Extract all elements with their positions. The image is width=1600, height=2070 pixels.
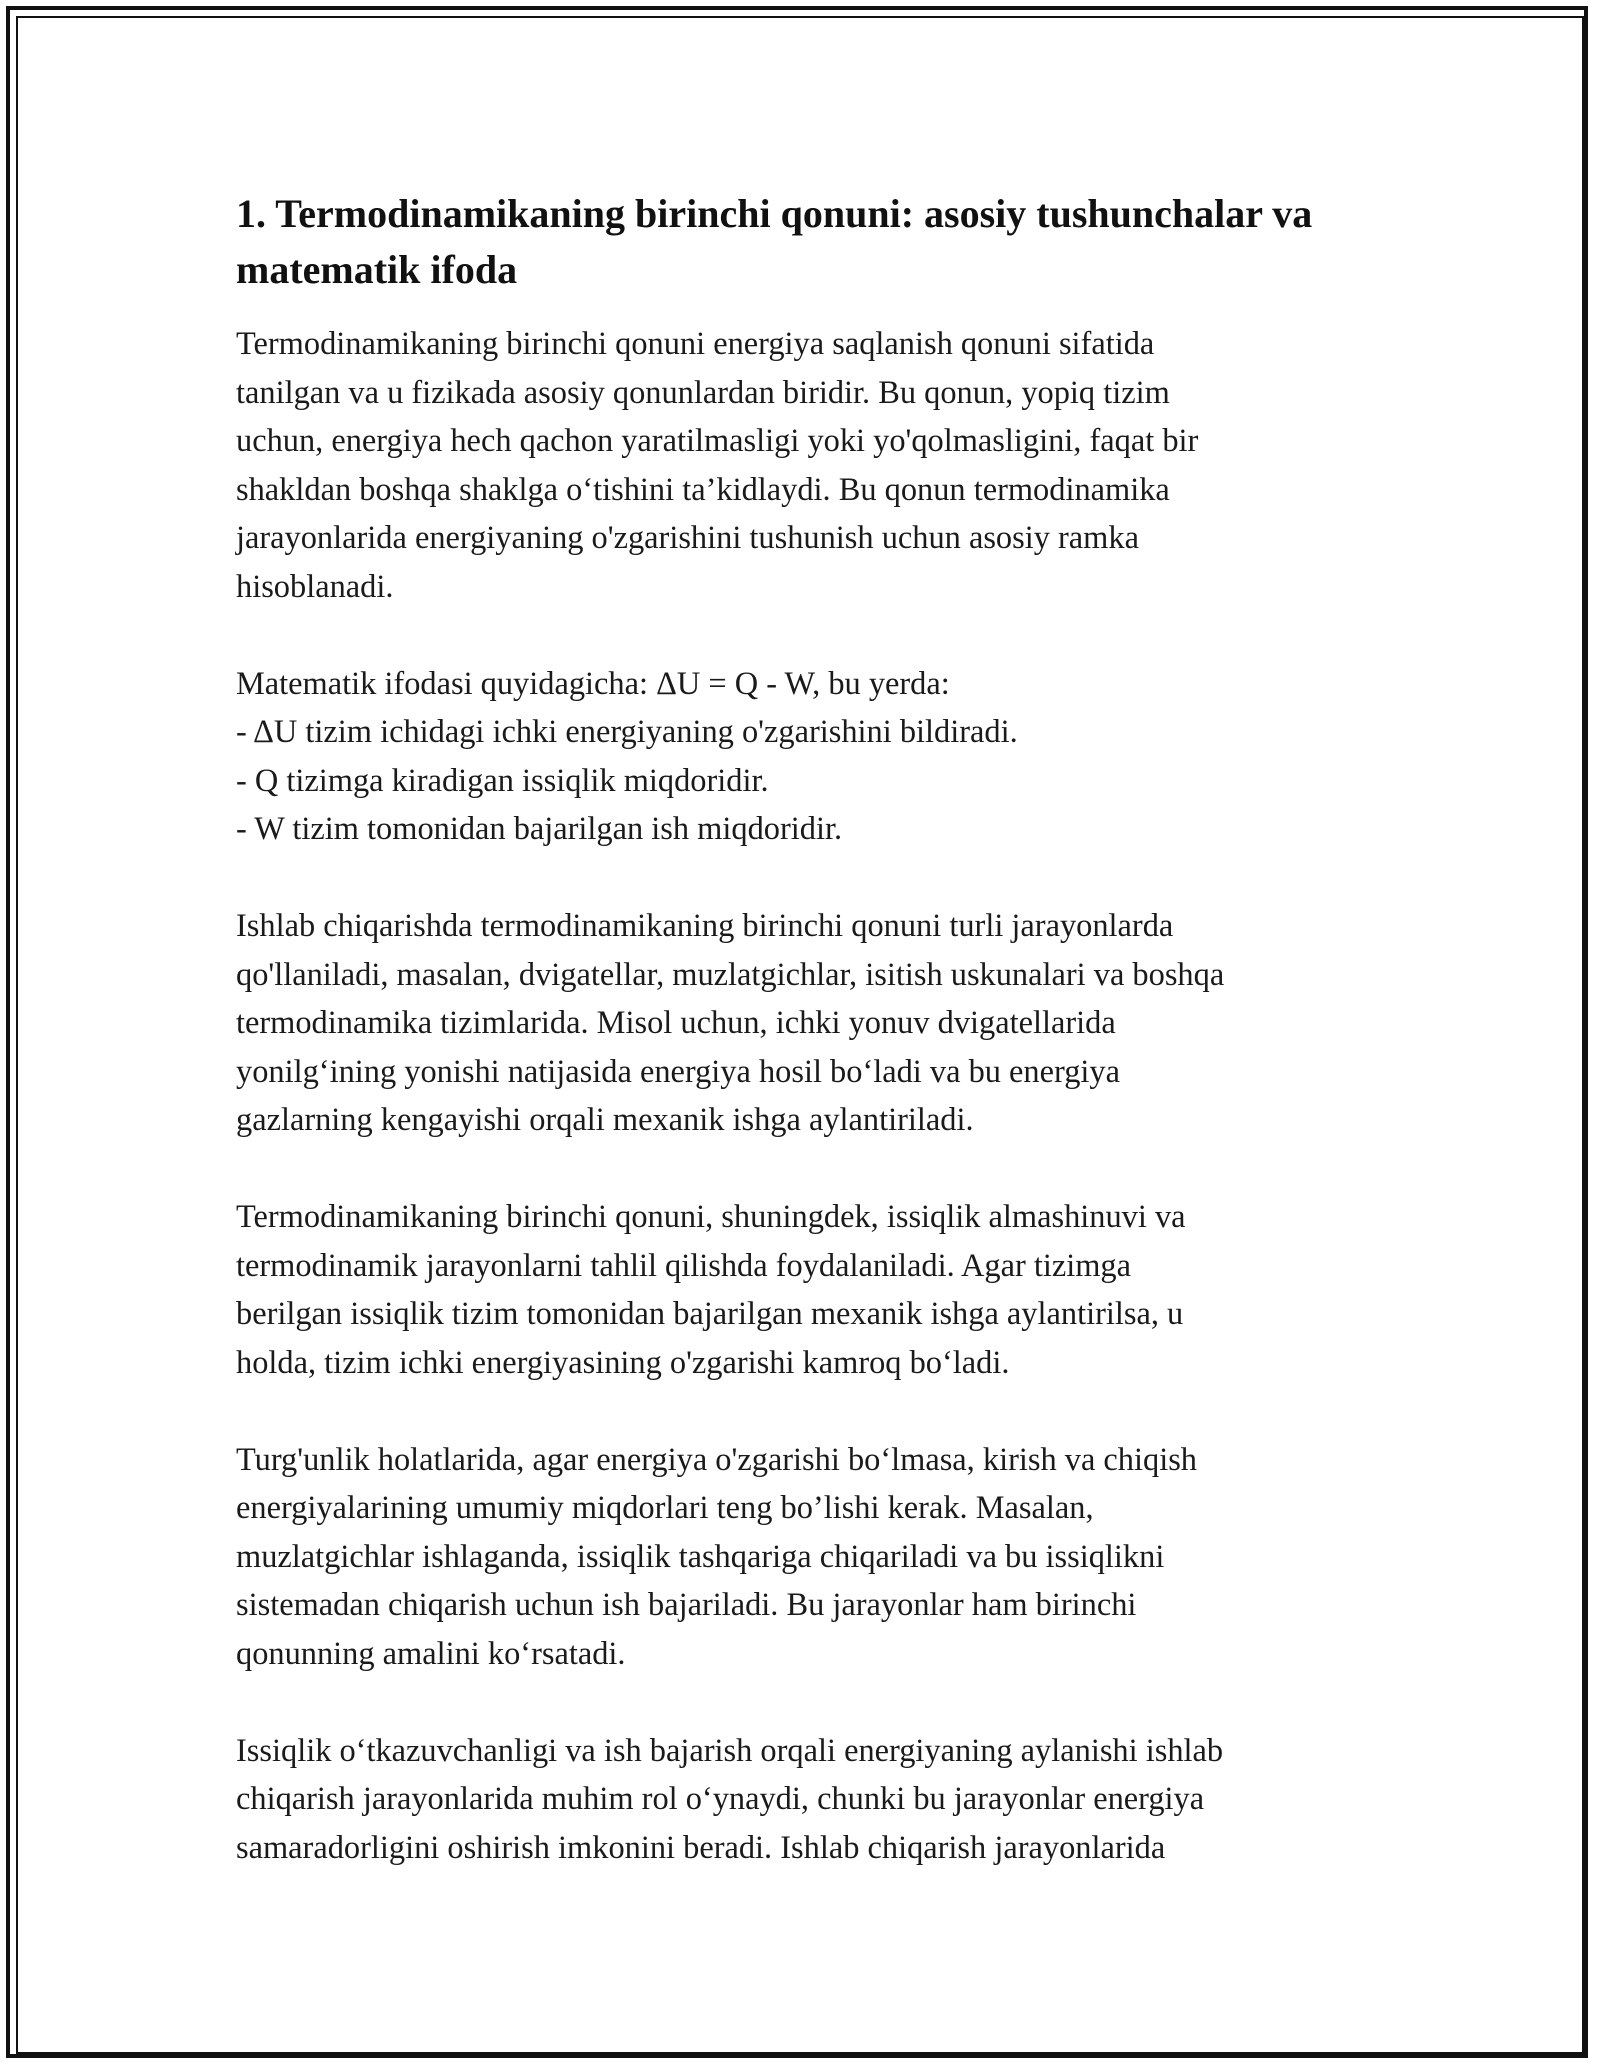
paragraph-line: tanilgan va u fizikada asosiy qonunlardan biridir. Bu qonun, yopiq tizim — [236, 374, 1170, 411]
document-body — [236, 320, 1376, 1872]
paragraph-line: qonunning amalini ko‘rsatadi. — [236, 1635, 626, 1672]
paragraph-line: chiqarish jarayonlarida muhim rol o‘ynaydi, chunki bu jarayonlar energiya — [236, 1781, 1205, 1817]
paragraph-line: samaradorligini oshirish imkonini beradi. Ishlab chiqarish jarayonlarida — [236, 1829, 1166, 1866]
paragraph — [236, 1436, 1376, 1679]
paragraph-line: - ΔU tizim ichidagi ichki energiyaning o'zgarishini bildiradi. — [236, 714, 1018, 750]
paragraph-line: - W tizim tomonidan bajarilgan ish miqdoridir. — [236, 811, 843, 847]
paragraph-line: termodinamik jarayonlarni tahlil qilishda foydalaniladi. Agar tizimga — [236, 1247, 1131, 1284]
paragraph — [236, 902, 1376, 1145]
paragraph-line: energiyalarining umumiy miqdorlari teng bo’lishi kerak. Masalan, — [236, 1490, 1094, 1526]
paragraph-line: muzlatgichlar ishlaganda, issiqlik tashqariga chiqariladi va bu issiqlikni — [236, 1538, 1165, 1575]
paragraph — [236, 660, 1376, 854]
paragraph-line: holda, tizim ichki energiyasining o'zgarishi kamroq bo‘ladi. — [236, 1344, 1010, 1381]
paragraph-line: jarayonlarida energiyaning o'zgarishini tushunish uchun asosiy ramka — [236, 520, 1139, 556]
paragraph-line: uchun, energiya hech qachon yaratilmasligi yoki yo'qolmasligini, faqat bir — [236, 423, 1199, 459]
document-page — [236, 186, 1376, 1921]
paragraph-line: Termodinamikaning birinchi qonuni energiya saqlanish qonuni sifatida — [236, 326, 1155, 362]
paragraph-line: Ishlab chiqarishda termodinamikaning birinchi qonuni turli jarayonlarda — [236, 908, 1174, 944]
paragraph — [236, 1193, 1376, 1387]
paragraph-line: Turg'unlik holatlarida, agar energiya o'zgarishi bo‘lmasa, kirish va chiqish — [236, 1441, 1197, 1478]
paragraph-line: hisoblanadi. — [236, 568, 394, 605]
paragraph-line: shakldan boshqa shaklga o‘tishini ta’kidlaydi. Bu qonun termodinamika — [236, 471, 1170, 508]
document-title: 1. Termodinamikaning birinchi qonuni: asosiy tushunchalar va matematik ifoda — [236, 191, 1313, 292]
paragraph-line: Matematik ifodasi quyidagicha: ΔU = Q - W, bu yerda: — [236, 665, 950, 702]
paragraph-line: qo'llaniladi, masalan, dvigatellar, muzlatgichlar, isitish uskunalari va boshqa — [236, 956, 1225, 993]
paragraph-line: termodinamika tizimlarida. Misol uchun, ichki yonuv dvigatellarida — [236, 1005, 1116, 1041]
paragraph-line: yonilg‘ining yonishi natijasida energiya hosil bo‘ladi va bu energiya — [236, 1053, 1120, 1090]
paragraph-line: berilgan issiqlik tizim tomonidan bajarilgan mexanik ishga aylantirilsa, u — [236, 1296, 1184, 1332]
paragraph-line: sistemadan chiqarish uchun ish bajariladi. Bu jarayonlar ham birinchi — [236, 1587, 1137, 1623]
paragraph-line: - Q tizimga kiradigan issiqlik miqdoridir. — [236, 762, 769, 799]
paragraph — [236, 320, 1376, 611]
paragraph-line: Termodinamikaning birinchi qonuni, shuningdek, issiqlik almashinuvi va — [236, 1199, 1186, 1235]
paragraph — [236, 1727, 1376, 1873]
paragraph-line: gazlarning kengayishi orqali mexanik ishga aylantiriladi. — [236, 1102, 974, 1138]
paragraph-line: Issiqlik o‘tkazuvchanligi va ish bajarish orqali energiyaning aylanishi ishlab — [236, 1732, 1224, 1769]
